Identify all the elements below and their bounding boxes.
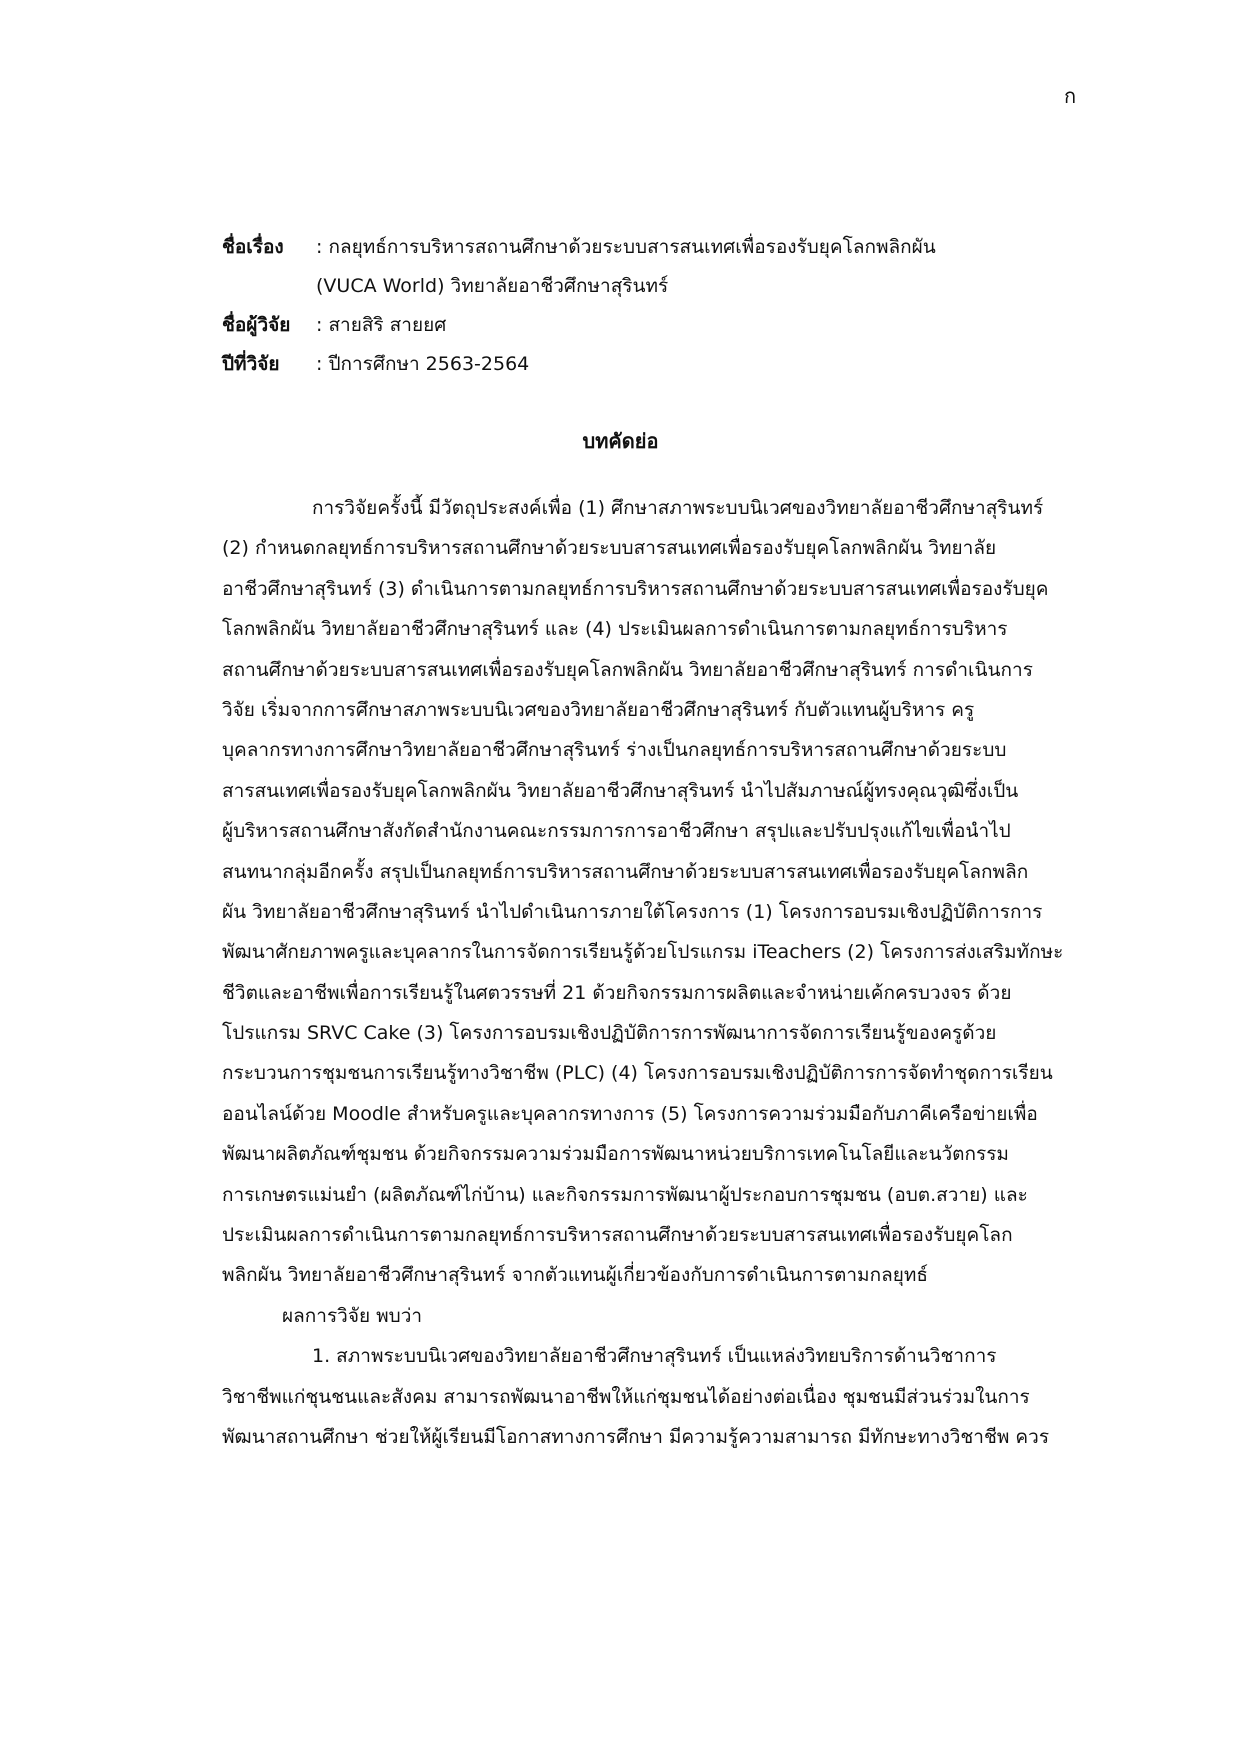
abstract-line: วิจัย เริ่มจากการศึกษาสภาพระบบนิเวศของวิทยาลัยอาชีวศึกษาสุรินทร์ กับตัวแทนผู้บริหาร ครู xyxy=(222,698,975,721)
abstract-line: (2) กำหนดกลยุทธ์การบริหารสถานศึกษาด้วยระบบสารสนเทศเพื่อรองรับยุคโลกพลิกผัน วิทยาลัย xyxy=(222,537,997,560)
abstract-line: บุคลากรทางการศึกษาวิทยาลัยอาชีวศึกษาสุรินทร์ ร่างเป็นกลยุทธ์การบริหารสถานศึกษาด้วยระบบ xyxy=(222,739,1007,762)
abstract-line: อาชีวศึกษาสุรินทร์ (3) ดำเนินการตามกลยุทธ์การบริหารสถานศึกษาด้วยระบบสารสนเทศเพื่อรองรับยุค xyxy=(222,577,1049,600)
abstract-line: ออนไลน์ด้วย Moodle สำหรับครูและบุคลากรทางการ (5) โครงการความร่วมมือกับภาคีเครือข่ายเพื่อ xyxy=(222,1102,1038,1125)
abstract-line: สถานศึกษาด้วยระบบสารสนเทศเพื่อรองรับยุคโลกพลิกผัน วิทยาลัยอาชีวศึกษาสุรินทร์ การดำเนินการ xyxy=(222,658,1033,681)
title-value: : กลยุทธ์การบริหารสถานศึกษาด้วยระบบสารสนเทศเพื่อรองรับยุคโลกพลิกผัน xyxy=(316,236,936,258)
abstract-line: การเกษตรแม่นยำ (ผลิตภัณฑ์ไก่บ้าน) และกิจกรรมการพัฒนาผู้ประกอบการชุมชน (อบต.สวาย) และ xyxy=(222,1183,1028,1206)
abstract-heading: บทคัดย่อ xyxy=(582,429,659,453)
abstract-line: สารสนเทศเพื่อรองรับยุคโลกพลิกผัน วิทยาลัยอาชีวศึกษาสุรินทร์ นำไปสัมภาษณ์ผู้ทรงคุณวุฒิซึ่งเป็น xyxy=(222,779,1019,802)
title-row xyxy=(222,228,1082,267)
abstract-line: ชีวิตและอาชีพเพื่อการเรียนรู้ในศตวรรษที่ 21 ด้วยกิจกรรมการผลิตและจำหน่ายเค้กครบวงจร ด้วย xyxy=(222,981,1012,1004)
abstract-line: ประเมินผลการดำเนินการตามกลยุทธ์การบริหารสถานศึกษาด้วยระบบสารสนเทศเพื่อรองรับยุคโลก xyxy=(222,1224,1013,1247)
researcher-label: ชื่อผู้วิจัย xyxy=(222,314,291,336)
result-item-line: 1. สภาพระบบนิเวศของวิทยาลัยอาชีวศึกษาสุรินทร์ เป็นแหล่งวิทยบริการด้านวิชาการ xyxy=(312,1345,997,1368)
abstract-line: ผู้บริหารสถานศึกษาสังกัดสำนักงานคณะกรรมการการอาชีวศึกษา สรุปและปรับปรุงแก้ไขเพื่อนำไป xyxy=(222,820,1011,843)
researcher-value: : สายสิริ สายยศ xyxy=(316,314,447,336)
abstract-line: โปรแกรม SRVC Cake (3) โครงการอบรมเชิงปฏิบัติการการพัฒนาการจัดการเรียนรู้ของครูด้วย xyxy=(222,1022,997,1045)
abstract-line: พัฒนาศักยภาพครูและบุคลากรในการจัดการเรียนรู้ด้วยโปรแกรม iTeachers (2) โครงการส่งเสริมทักษะ xyxy=(222,941,1064,964)
title-value-continued: (VUCA World) วิทยาลัยอาชีวศึกษาสุรินทร์ xyxy=(316,275,669,297)
results-intro-line: ผลการวิจัย พบว่า xyxy=(282,1304,423,1327)
page-number: ก xyxy=(1064,84,1077,108)
researcher-row xyxy=(222,306,1082,345)
title-label: ชื่อเรื่อง xyxy=(222,236,284,258)
year-label: ปีที่วิจัย xyxy=(222,353,280,375)
abstract-body xyxy=(222,488,1084,1457)
abstract-line: สนทนากลุ่มอีกครั้ง สรุปเป็นกลยุทธ์การบริหารสถานศึกษาด้วยระบบสารสนเทศเพื่อรองรับยุคโลกพลิก xyxy=(222,860,1029,883)
year-row xyxy=(222,345,1082,384)
year-value: : ปีการศึกษา 2563-2564 xyxy=(316,353,530,375)
abstract-line: พัฒนาผลิตภัณฑ์ชุมชน ด้วยกิจกรรมความร่วมมือการพัฒนาหน่วยบริการเทคโนโลยีและนวัตกรรม xyxy=(222,1143,1009,1166)
abstract-line: การวิจัยครั้งนี้ มีวัตถุประสงค์เพื่อ (1) ศึกษาสภาพระบบนิเวศของวิทยาลัยอาชีวศึกษาสุรินทร์ xyxy=(312,497,1044,519)
abstract-line: พลิกผัน วิทยาลัยอาชีวศึกษาสุรินทร์ จากตัวแทนผู้เกี่ยวข้องกับการดำเนินการตามกลยุทธ์ xyxy=(222,1264,928,1287)
abstract-line: วิชาชีพแก่ชุนชนและสังคม สามารถพัฒนาอาชีพให้แก่ชุมชนได้อย่างต่อเนื่อง ชุมชนมีส่วนร่วมในการ xyxy=(222,1385,1030,1408)
abstract-line: ผัน วิทยาลัยอาชีวศึกษาสุรินทร์ นำไปดำเนินการภายใต้โครงการ (1) โครงการอบรมเชิงปฏิบัติการการ xyxy=(222,900,1043,923)
abstract-line: กระบวนการชุมชนการเรียนรู้ทางวิชาชีพ (PLC) (4) โครงการอบรมเชิงปฏิบัติการการจัดทำชุดการเรียน xyxy=(222,1062,1053,1085)
document-metadata xyxy=(222,228,1082,384)
abstract-line: โลกพลิกผัน วิทยาลัยอาชีวศึกษาสุรินทร์ และ (4) ประเมินผลการดำเนินการตามกลยุทธ์การบริหาร xyxy=(222,618,1008,641)
abstract-line: พัฒนาสถานศึกษา ช่วยให้ผู้เรียนมีโอกาสทางการศึกษา มีความรู้ความสามารถ มีทักษะทางวิชาชีพ ควร xyxy=(222,1425,1050,1448)
